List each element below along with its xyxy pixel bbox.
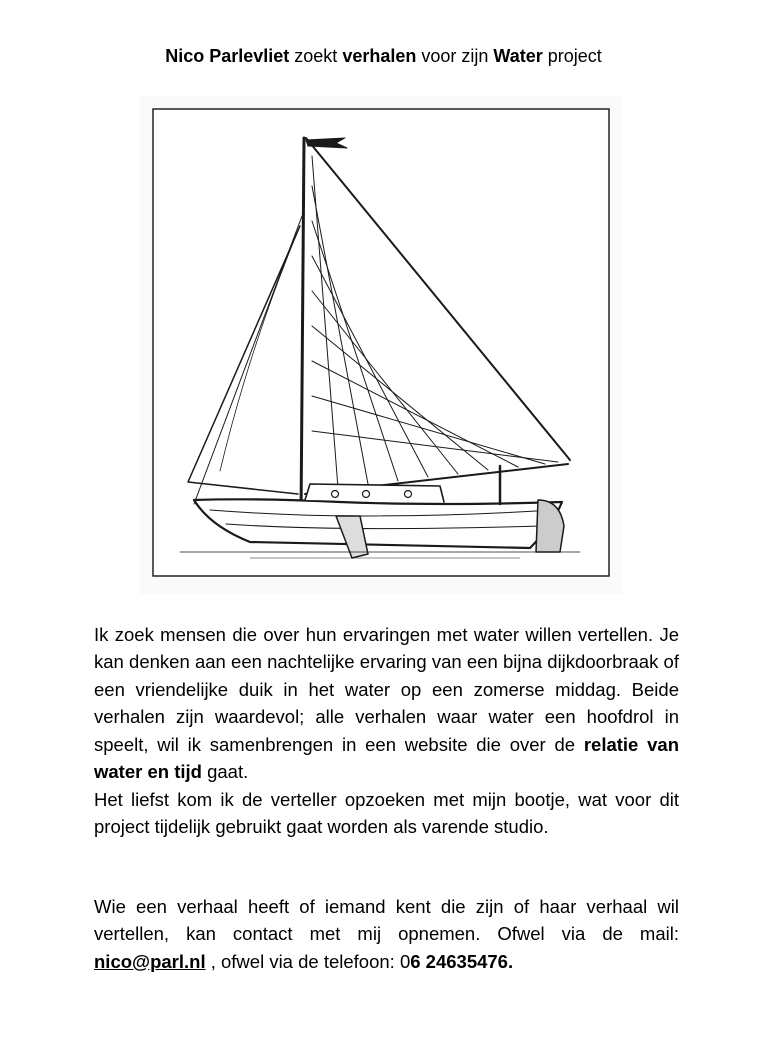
title-text-2: voor zijn	[416, 46, 494, 66]
paragraph-contact	[94, 893, 679, 975]
title-water: Water	[493, 46, 543, 66]
email-link[interactable]: nico@parl.nl	[94, 950, 206, 972]
paragraph-intro	[94, 621, 679, 785]
phone-number: 6 24635476.	[410, 950, 514, 972]
paragraph-boat: Het liefst kom ik de verteller opzoeken met mijn bootje, wat voor dit project tijdelijk gebruikt gaat worden als varende studio.	[94, 789, 679, 838]
intro-bold: relatie van water en tijd	[94, 733, 680, 783]
intro-text: Ik zoek mensen die over hun ervaringen met water willen vertellen. Je kan denken aan een nachtelijke ervaring van een bijna dijkdoorbraak of een vriendelijke duik in het water op een zomerse middag. Beide verhalen zijn waardevol; alle verhalen waar water een hoofdrol in speelt, wil ik samenbrengen in een website die over de	[94, 624, 679, 755]
contact-text: Wie een verhaal heeft of iemand kent die zijn of haar verhaal wil vertellen, kan contact met mij opnemen. Ofwel via de mail:	[94, 896, 679, 945]
sailboat-drawing	[140, 96, 622, 594]
contact-mid: , ofwel via de telefoon: 0	[205, 950, 411, 972]
sailboat-drawing-icon	[140, 96, 622, 594]
author-name: Nico Parlevliet	[165, 46, 290, 66]
title-text-3: project	[542, 46, 602, 66]
title-verhalen: verhalen	[342, 46, 417, 66]
intro-end: gaat.	[201, 761, 249, 783]
title-text-1: zoekt	[289, 46, 343, 66]
page-title	[0, 44, 767, 68]
